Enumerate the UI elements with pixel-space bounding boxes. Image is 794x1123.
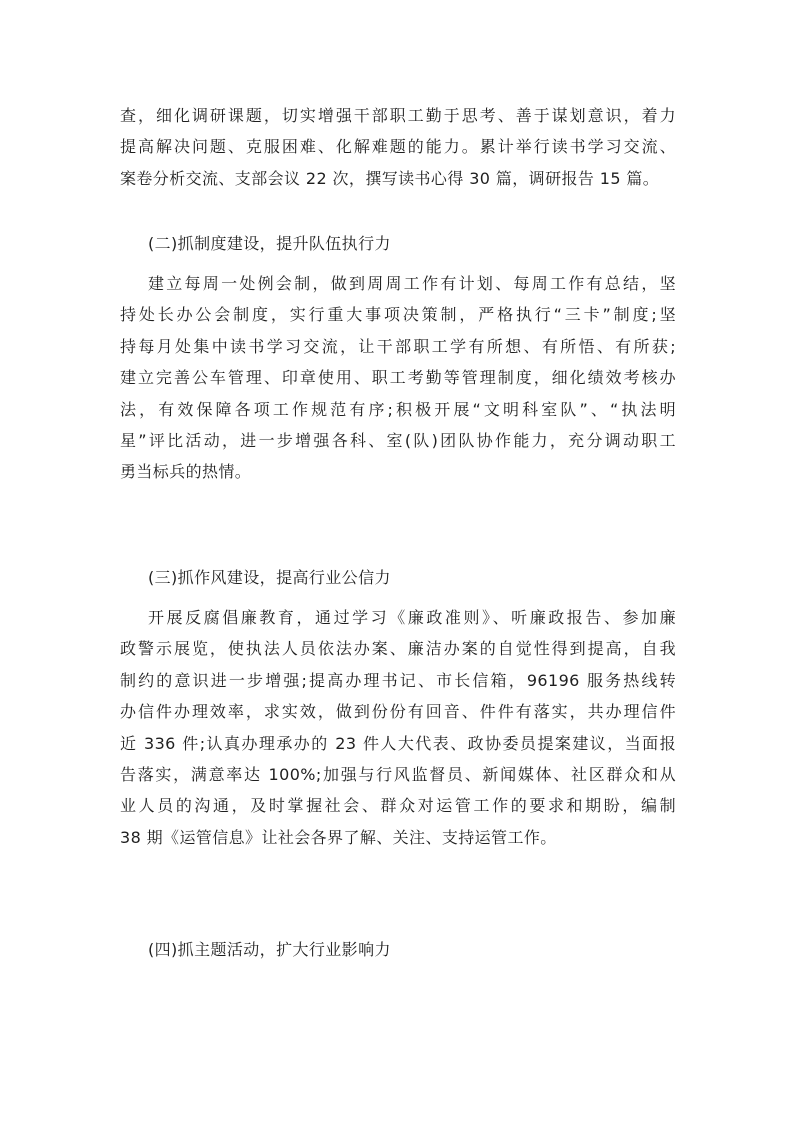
- section-heading-4: (四)抓主题活动，扩大行业影响力: [148, 940, 391, 959]
- text-line: 法，有效保障各项工作规范有序;积极开展“文明科室队”、“执法明: [120, 399, 676, 419]
- text-line: 近 336 件;认真办理承办的 23 件人大代表、政协委员提案建议，当面报: [120, 733, 676, 753]
- text-line: 办信件办理效率，求实效，做到份份有回音、件件有落实，共办理信件: [120, 702, 676, 722]
- text-line: 提高解决问题、克服困难、化解难题的能力。累计举行读书学习交流、: [120, 137, 676, 157]
- text-line: 查，细化调研课题，切实增强干部职工勤于思考、善于谋划意识，着力: [120, 106, 676, 125]
- text-line: 政警示展览，使执法人员依法办案、廉洁办案的自觉性得到提高，自我: [120, 639, 676, 659]
- paragraph-system-building: [120, 268, 676, 488]
- text-line: 开展反腐倡廉教育，通过学习《廉政准则》、听廉政报告、参加廉: [148, 608, 676, 627]
- section-heading-2: (二)抓制度建设，提升队伍执行力: [148, 234, 391, 253]
- text-line: 持处长办公会制度，实行重大事项决策制，严格执行“三卡”制度;坚: [120, 305, 676, 325]
- text-line: 案卷分析交流、支部会议 22 次，撰写读书心得 30 篇，调研报告 15 篇。: [120, 168, 660, 188]
- section-heading-3: (三)抓作风建设，提高行业公信力: [148, 568, 391, 587]
- text-line: 勇当标兵的热情。: [120, 462, 252, 482]
- paragraph-work-style: [120, 602, 676, 853]
- text-line: 告落实，满意率达 100%;加强与行风监督员、新闻媒体、社区群众和从: [120, 765, 676, 785]
- text-line: 持每月处集中读书学习交流，让干部职工学有所想、有所悟、有所获;: [120, 336, 676, 356]
- text-line: 制约的意识进一步增强;提高办理书记、市长信箱，96196 服务热线转: [120, 670, 676, 690]
- text-line: 业人员的沟通，及时掌握社会、群众对运管工作的要求和期盼，编制: [120, 796, 676, 816]
- text-line: 建立每周一处例会制，做到周周工作有计划、每周工作有总结，坚: [148, 274, 676, 293]
- text-line: 建立完善公车管理、印章使用、职工考勤等管理制度，细化绩效考核办: [120, 368, 676, 388]
- text-line: 38 期《运管信息》让社会各界了解、关注、支持运管工作。: [120, 827, 557, 847]
- text-line: 星”评比活动，进一步增强各科、室(队)团队协作能力，充分调动职工: [120, 431, 676, 451]
- paragraph-continuation: [120, 100, 676, 194]
